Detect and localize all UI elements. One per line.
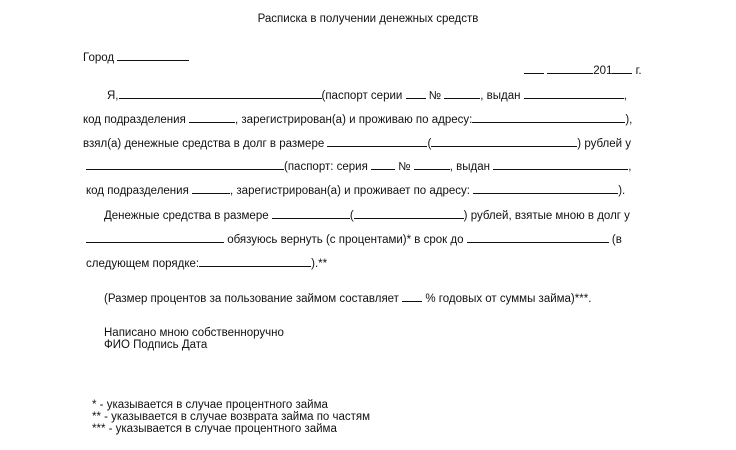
city-blank[interactable]: [117, 49, 189, 61]
repayment-amount-blank[interactable]: [272, 207, 350, 219]
loan-amount-words-blank[interactable]: [431, 135, 577, 147]
interest-line: [104, 290, 591, 306]
lender-address-blank[interactable]: [473, 182, 618, 194]
number-sign: №: [428, 90, 442, 102]
footnote-2: ** - указывается в случае возврата займа по частям: [92, 411, 371, 423]
took-loan-label: взял(а) денежные средства в долг в размере: [83, 138, 325, 150]
open-paren: (: [427, 138, 432, 150]
repayment-open-paren: (: [349, 210, 354, 222]
loan-amount-line: [83, 135, 631, 151]
order-line: [86, 255, 327, 271]
lender-series-blank[interactable]: [371, 158, 395, 170]
year-prefix: 201: [593, 65, 613, 77]
lender-name-blank[interactable]: [86, 158, 284, 170]
lender-address-line: [86, 182, 625, 198]
obligation-label: обязуюсь вернуть (с процентами)* в срок до: [227, 234, 464, 246]
interest-label: (Размер процентов за пользование займом составляет: [104, 293, 399, 305]
interest-suffix: % годовых от суммы займа)***.: [425, 293, 592, 305]
lender-division-code-label: код подразделения: [86, 185, 189, 197]
lender-number-blank[interactable]: [414, 158, 450, 170]
due-date-blank[interactable]: [467, 231, 609, 243]
order-blank[interactable]: [199, 255, 311, 267]
order-label: следующем порядке:: [86, 258, 200, 270]
open-in-label: (в: [611, 234, 622, 246]
passport-series-label: (паспорт серии: [321, 90, 403, 102]
lender-registered-label: , зарегистрирован(а) и проживает по адресу:: [230, 185, 470, 197]
document-title: Расписка в получении денежных средств: [257, 13, 479, 25]
registered-label: , зарегистрирован(а) и проживаю по адресу:: [235, 114, 473, 126]
footnote-3: *** - указывается в случае процентного займа: [92, 423, 337, 435]
passport-series-blank[interactable]: [406, 87, 426, 99]
rubles-from-label: ) рублей у: [577, 138, 632, 150]
obligation-line: [86, 231, 622, 247]
comma: ,: [623, 90, 627, 102]
lender-name2-blank[interactable]: [86, 231, 224, 243]
interest-rate-blank[interactable]: [402, 290, 422, 302]
city-label: Город: [83, 52, 115, 64]
issued-label: , выдан: [480, 90, 521, 102]
lender-number-sign: №: [398, 161, 411, 173]
address-blank[interactable]: [472, 111, 625, 123]
lender-line: [86, 158, 631, 174]
lender-issued-by-blank[interactable]: [493, 158, 628, 170]
borrower-line: [107, 87, 627, 103]
city-line: [83, 49, 189, 65]
order-close: ).**: [311, 258, 328, 270]
close-paren: ),: [625, 114, 633, 126]
date-line: [524, 62, 642, 78]
borrower-name-blank[interactable]: [119, 87, 322, 99]
month-blank[interactable]: [547, 62, 593, 74]
lender-division-code-blank[interactable]: [192, 182, 230, 194]
repayment-amount-words-blank[interactable]: [354, 207, 464, 219]
rubles-taken-label: ) рублей, взятые мною в долг у: [463, 210, 630, 222]
borrower-address-line: [83, 111, 632, 127]
lender-passport-label: (паспорт: серия: [284, 161, 368, 173]
repayment-amount-line: [104, 207, 630, 223]
fio-sign-date: ФИО Подпись Дата: [104, 339, 208, 351]
ya-text: Я,: [107, 90, 119, 102]
passport-number-blank[interactable]: [444, 87, 480, 99]
loan-amount-blank[interactable]: [327, 135, 427, 147]
footnote-1: * - указывается в случае процентного займа: [92, 399, 328, 411]
year-suffix: г.: [635, 65, 642, 77]
repayment-amount-label: Денежные средства в размере: [104, 210, 269, 222]
lender-issued-label: , выдан: [449, 161, 491, 173]
year-blank[interactable]: [612, 62, 632, 74]
day-blank[interactable]: [524, 62, 544, 74]
division-code-label: код подразделения: [83, 114, 186, 126]
issued-by-blank[interactable]: [524, 87, 624, 99]
lender-close-paren: ).: [618, 185, 626, 197]
division-code-blank[interactable]: [189, 111, 235, 123]
lender-comma: ,: [628, 161, 632, 173]
handwritten-note: Написано мною собственноручно: [104, 327, 284, 339]
